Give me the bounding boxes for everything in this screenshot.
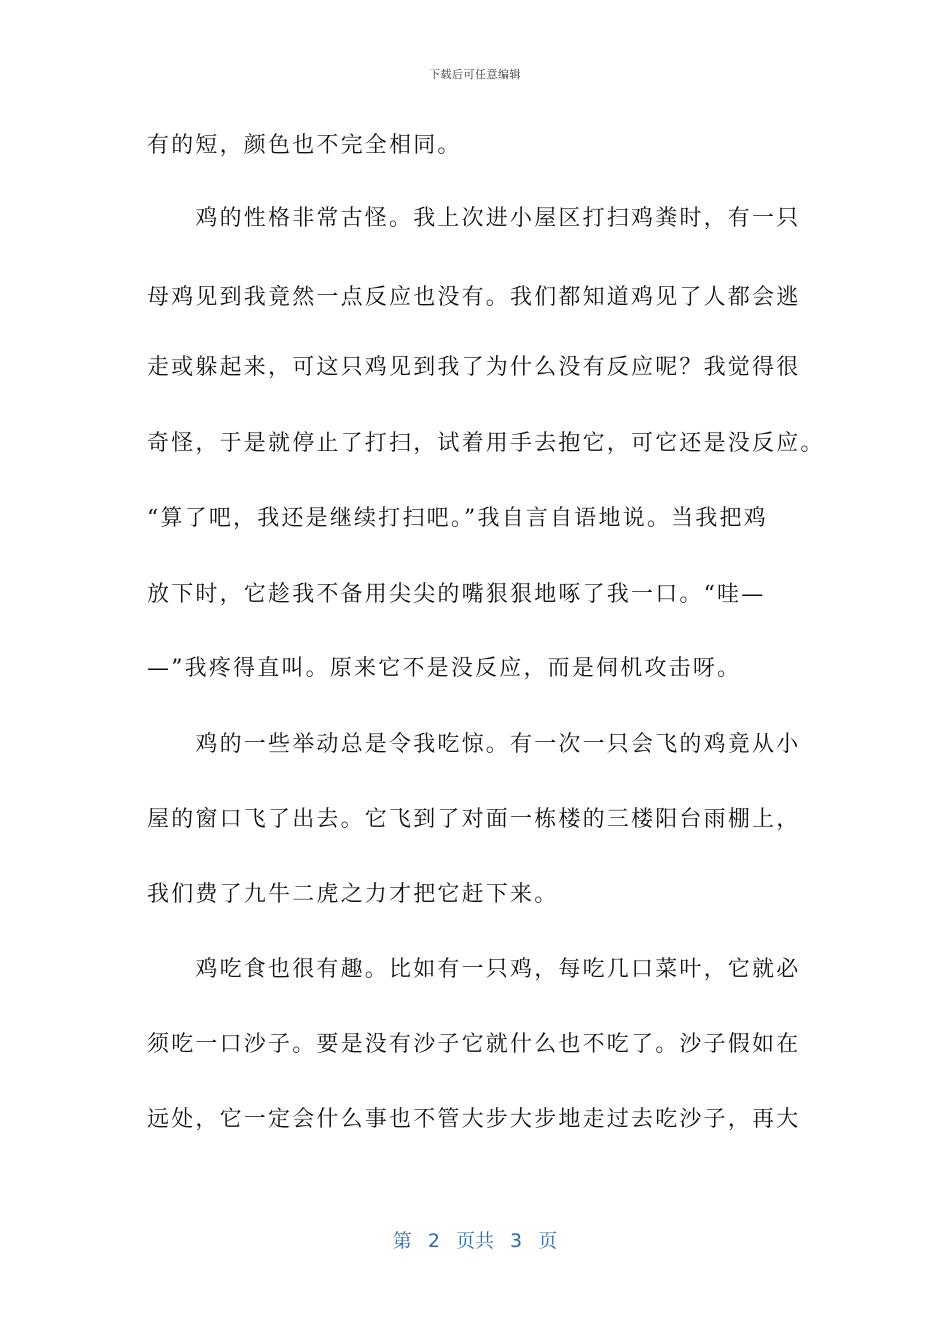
text-line: 鸡的性格非常古怪。我上次进小屋区打扫鸡粪时，有一只	[147, 206, 801, 231]
text-line: 奇怪，于是就停止了打扫，试着用手去抱它，可它还是没反应。	[147, 431, 825, 456]
text-line: 远处，它一定会什么事也不管大步大步地走过去吃沙子，再大	[147, 1107, 801, 1132]
text-line: 鸡吃食也很有趣。比如有一只鸡，每吃几口菜叶，它就必	[147, 957, 801, 982]
text-line: 我们费了九牛二虎之力才把它赶下来。	[147, 882, 559, 907]
text-line: 须吃一口沙子。要是没有沙子它就什么也不吃了。沙子假如在	[147, 1032, 801, 1057]
text-line: 屋的窗口飞了出去。它飞到了对面一栋楼的三楼阳台雨棚上，	[147, 807, 801, 832]
current-page-number: 2	[427, 1230, 440, 1252]
footer-middle: 页共	[455, 1230, 494, 1252]
page-header: 下载后可任意编辑	[429, 68, 521, 81]
total-pages-number: 3	[510, 1230, 523, 1252]
text-line: 鸡的一些举动总是令我吃惊。有一次一只会飞的鸡竟从小	[147, 732, 801, 757]
page-footer	[0, 1226, 950, 1253]
text-line: 走或躲起来，可这只鸡见到我了为什么没有反应呢？我觉得很	[147, 355, 801, 380]
text-line: —”我疼得直叫。原来它不是没反应，而是伺机攻击呀。	[147, 656, 742, 681]
footer-prefix: 第	[392, 1230, 412, 1252]
footer-suffix: 页	[538, 1230, 558, 1252]
text-line: 放下时，它趁我不备用尖尖的嘴狠狠地啄了我一口。“哇—	[147, 582, 766, 607]
text-line: 母鸡见到我竟然一点反应也没有。我们都知道鸡见了人都会逃	[147, 285, 801, 310]
text-line: 有的短，颜色也不完全相同。	[147, 133, 462, 158]
text-line: “算了吧，我还是继续打扫吧。”我自言自语地说。当我把鸡	[147, 506, 768, 531]
